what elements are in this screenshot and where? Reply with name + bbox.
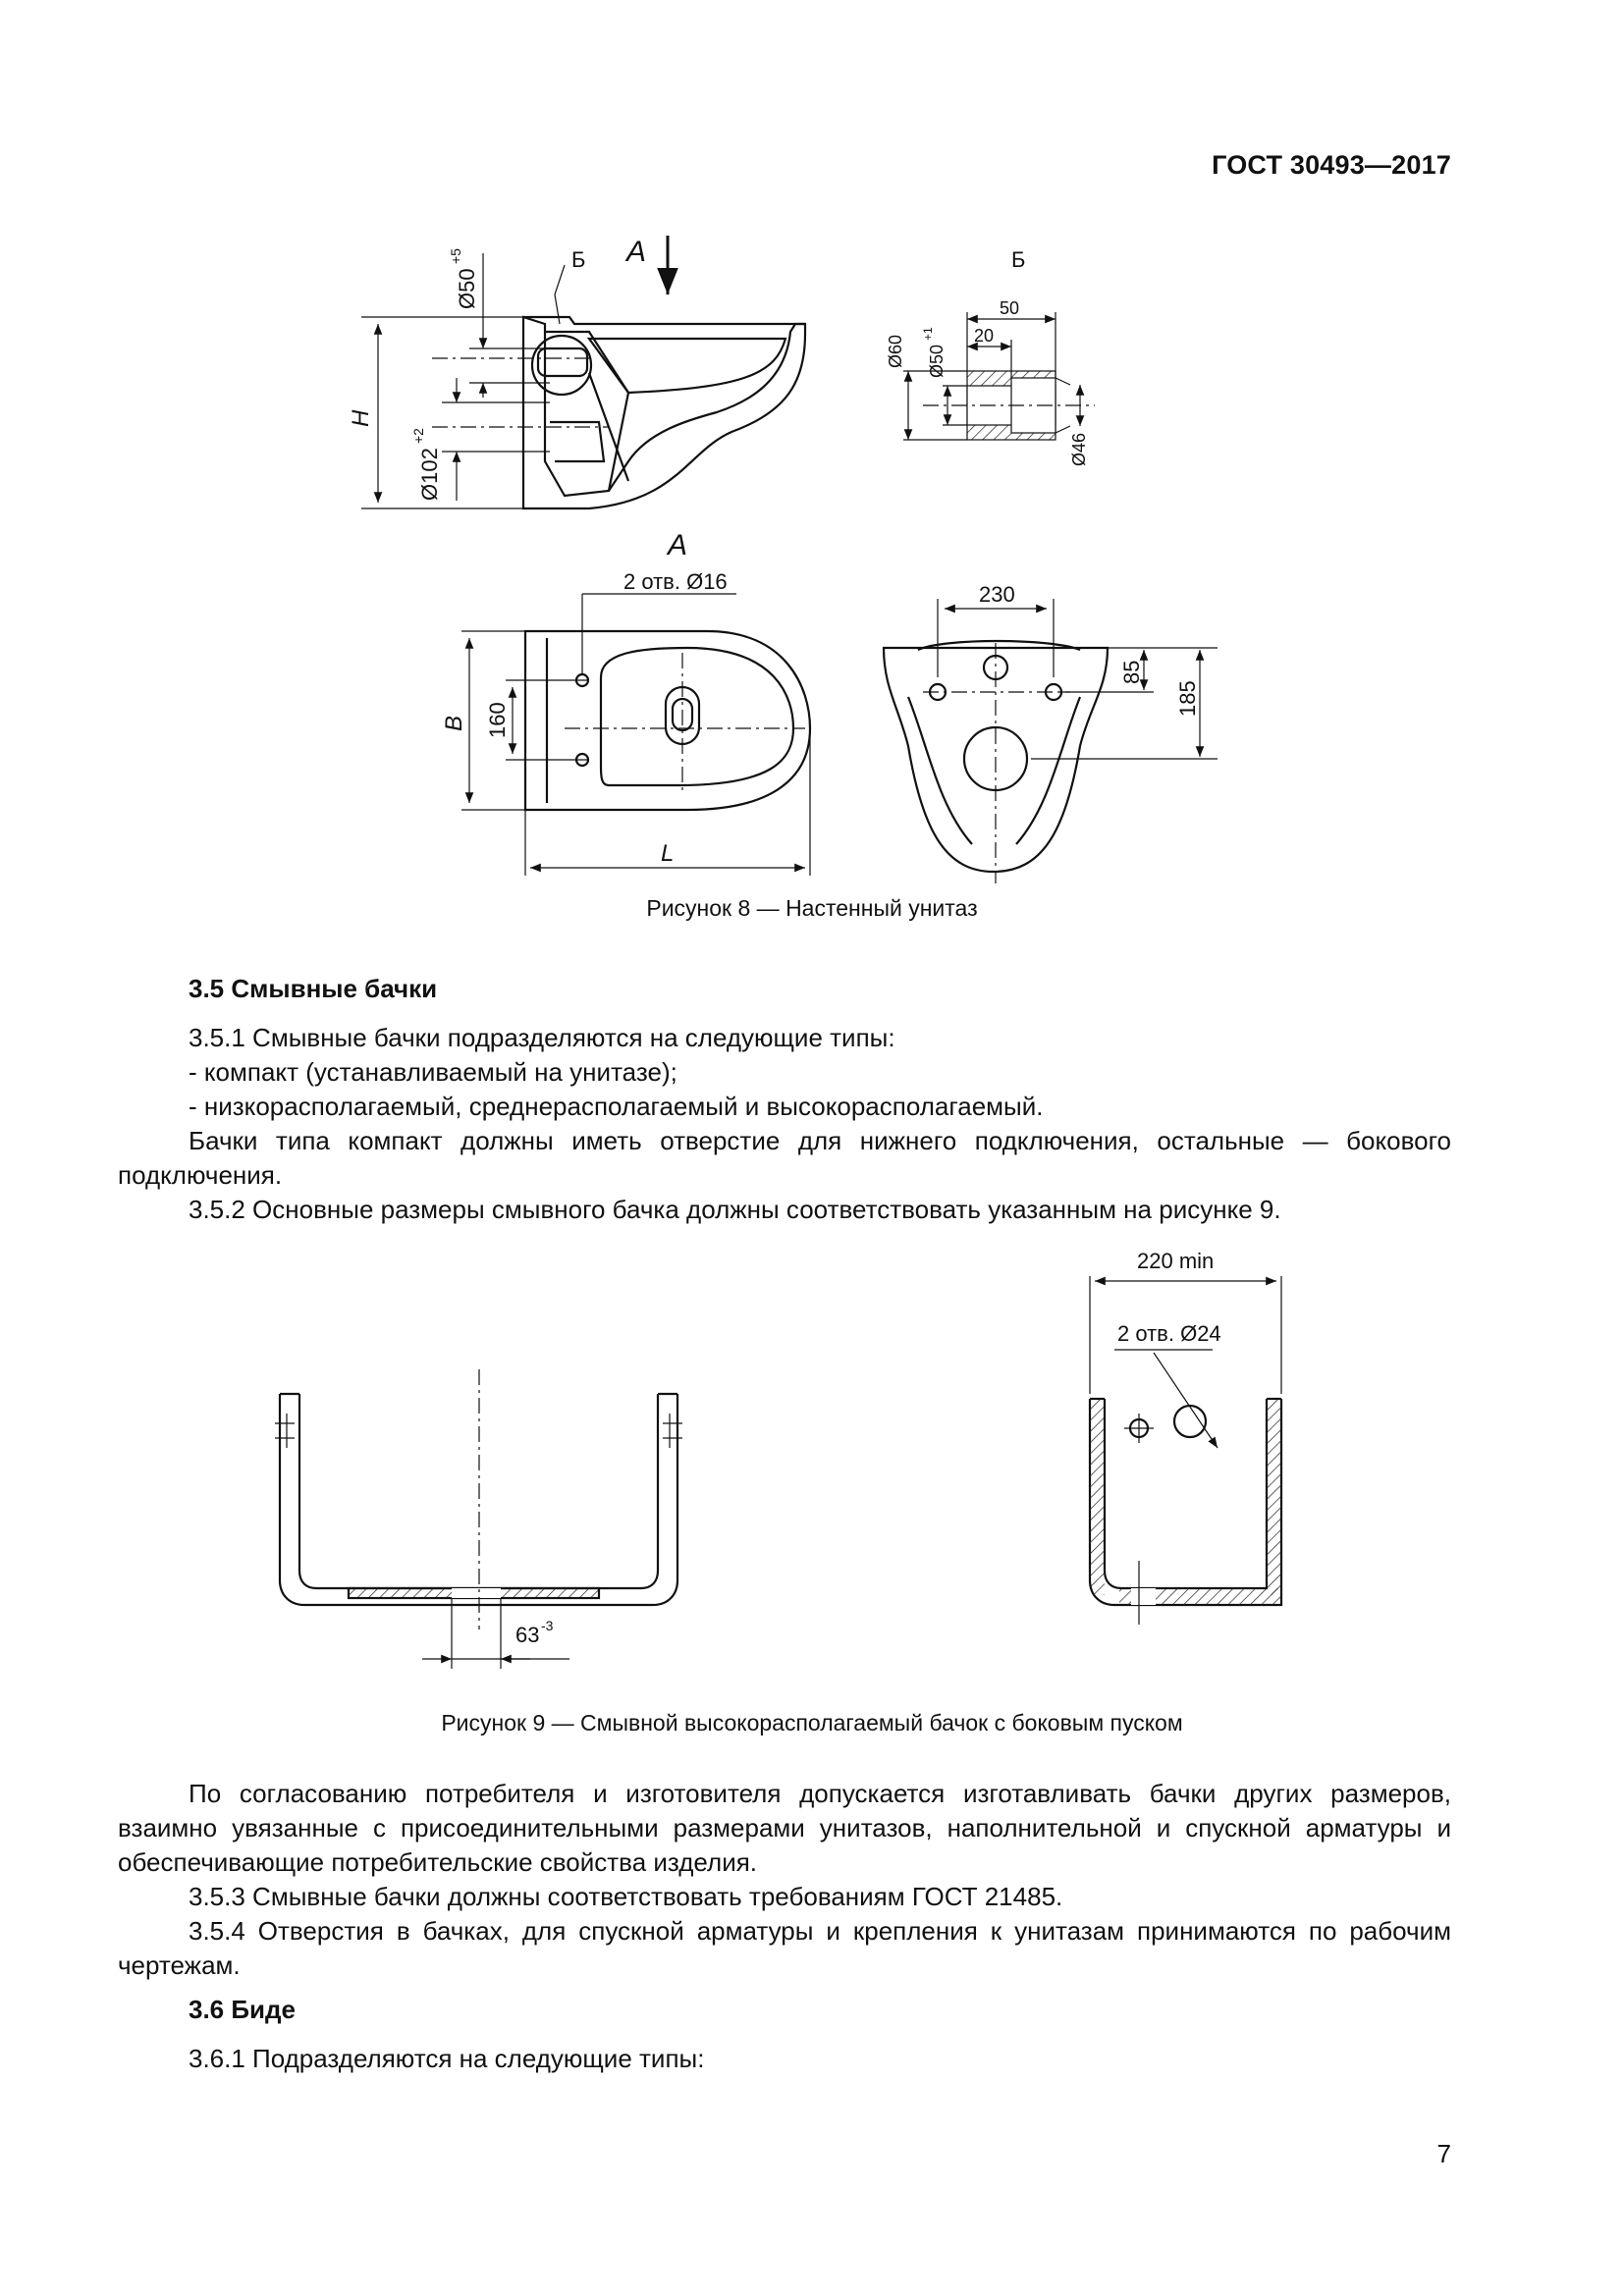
dim-63: 63 xyxy=(515,1623,540,1647)
figure-9-caption: Рисунок 9 — Смывной высокорасполагаемый бачок с боковым пуском xyxy=(441,1710,1183,1735)
dim-220-min: 220 min xyxy=(1137,1249,1215,1273)
dim-85: 85 xyxy=(1119,660,1144,684)
para-agreement: По согласованию потребителя и изготовителя допускается изготавливать бачки других размеров, взаимно увязанные с присоединительными размерами унитазов, наполнительной и спускной арматуры и обеспечивающие потребительские свойства изделия. xyxy=(118,1779,1451,1877)
dim-d102-tol: +2 xyxy=(410,428,426,444)
dim-b-d50-tol: +1 xyxy=(921,327,935,341)
list-item-compact: - компакт (устанавливаемый на унитазе); xyxy=(189,1057,677,1087)
section-3-6-heading: 3.6 Биде xyxy=(189,1995,297,2024)
detail-b-title: Б xyxy=(1011,247,1026,272)
dim-holes-16: 2 отв. Ø16 xyxy=(623,569,728,594)
dim-230: 230 xyxy=(979,582,1015,607)
dim-63-tol: -3 xyxy=(541,1618,554,1633)
dim-b-d60: Ø60 xyxy=(886,334,905,368)
para-3-5-2: 3.5.2 Основные размеры смывного бачка должны соответствовать указанным на рисунке 9. xyxy=(189,1195,1281,1224)
dim-width: B xyxy=(441,715,467,731)
dim-holes-24: 2 отв. Ø24 xyxy=(1117,1321,1221,1346)
dim-b-20: 20 xyxy=(974,326,995,346)
dim-b-d46: Ø46 xyxy=(1069,432,1089,466)
dim-d50-tol: +5 xyxy=(448,248,463,264)
dim-height: H xyxy=(348,409,374,427)
para-3-6-1: 3.6.1 Подразделяются на следующие типы: xyxy=(189,2044,705,2073)
dim-length: L xyxy=(661,840,675,867)
dim-b-d50: Ø50 xyxy=(927,344,947,378)
figure-8-caption: Рисунок 8 — Настенный унитаз xyxy=(646,895,978,921)
para-3-5-4: 3.5.4 Отверстия в бачках, для спускной арматуры и крепления к унитазам принимаются по рабочим чертежам. xyxy=(118,1916,1451,1980)
section-3-5-heading: 3.5 Смывные бачки xyxy=(189,974,438,1003)
dim-d50: Ø50 xyxy=(455,268,479,309)
view-a-label: А xyxy=(626,236,647,268)
document-header: ГОСТ 30493—2017 xyxy=(1212,150,1451,180)
para-3-5-3: 3.5.3 Смывные бачки должны соответствовать требованиям ГОСТ 21485. xyxy=(189,1882,1063,1911)
dim-160: 160 xyxy=(485,702,510,738)
para-3-5-1: 3.5.1 Смывные бачки подразделяются на следующие типы: xyxy=(189,1023,895,1052)
dim-d102: Ø102 xyxy=(417,448,442,501)
dim-b-50: 50 xyxy=(1000,298,1020,318)
cistern-side-outline xyxy=(1090,1399,1281,1605)
list-item-heights: - низкорасполагаемый, среднерасполагаемый и высокорасполагаемый. xyxy=(189,1092,1044,1121)
dim-185: 185 xyxy=(1175,680,1200,717)
view-a-plan-label: А xyxy=(668,529,688,561)
para-compact-connection: Бачки типа компакт должны иметь отверстие для нижнего подключения, остальные — бокового подключения. xyxy=(118,1126,1451,1190)
page-number: 7 xyxy=(1436,2139,1451,2168)
detail-b-marker: Б xyxy=(571,247,586,272)
